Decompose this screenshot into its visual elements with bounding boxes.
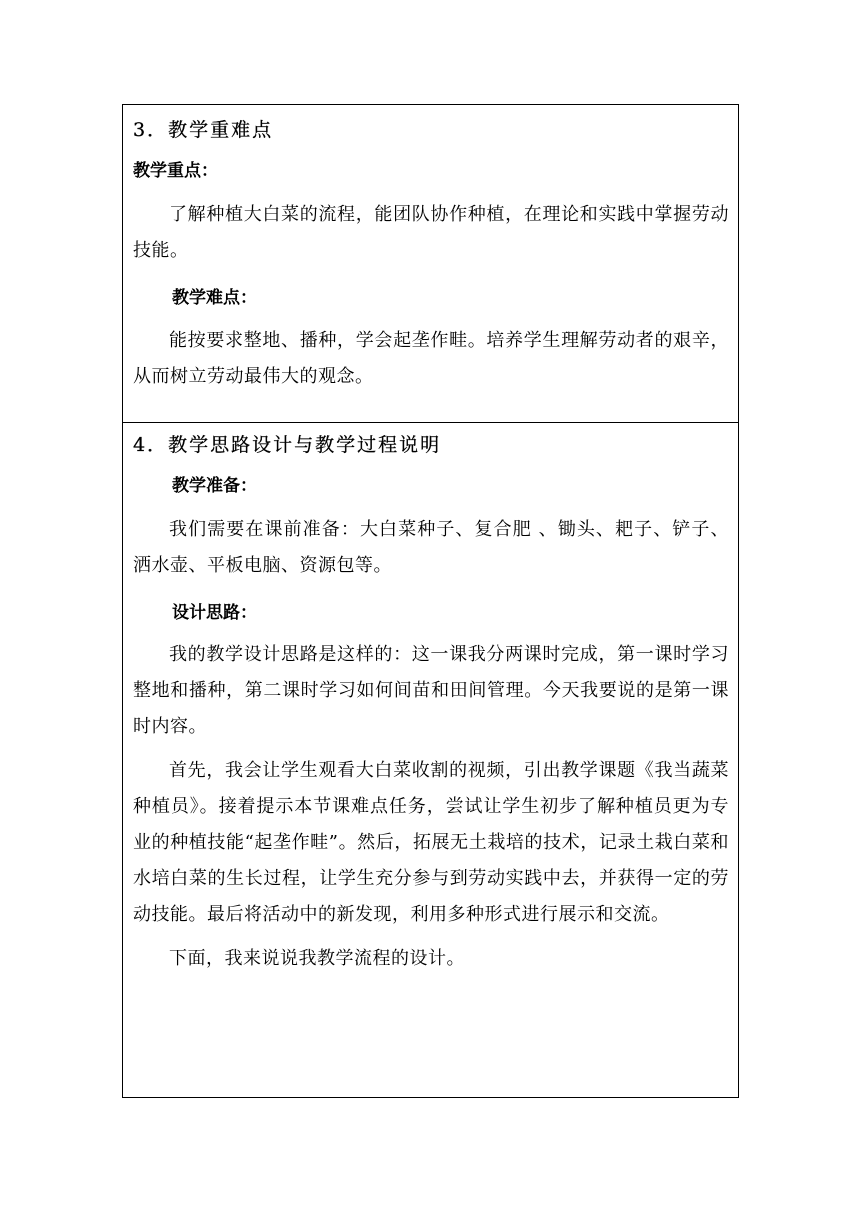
design-idea-label: 设计思路： xyxy=(172,603,257,623)
content-table xyxy=(122,104,739,1098)
design-idea-text-1: 我的教学设计思路是这样的：这一课我分两课时完成，第一课时学习整地和播种，第二课时学习如何间苗和田间管理。今天我要说的是第一课时内容。 xyxy=(133,644,729,737)
section-3-cell xyxy=(123,105,738,423)
preparation-label: 教学准备： xyxy=(172,476,257,496)
section-4-heading: 4．教学思路设计与教学过程说明 xyxy=(133,434,442,456)
section-3-heading: 3．教学重难点 xyxy=(133,119,274,141)
design-idea-text-2: 首先，我会让学生观看大白菜收割的视频，引出教学课题《我当蔬菜种植员》。接着提示本节课难点任务，尝试让学生初步了解种植员更为专业的种植技能“起垄作畦”。然后，拓展无土栽培的技术，记录土栽白菜和水培白菜的生长过程，让学生充分参与到劳动实践中去，并获得一定的劳动技能。最后将活动中的新发现，利用多种形式进行展示和交流。 xyxy=(133,760,729,925)
difficult-points-label: 教学难点： xyxy=(172,288,257,308)
design-idea-text-3: 下面，我来说说我教学流程的设计。 xyxy=(169,948,465,969)
key-points-label: 教学重点： xyxy=(133,161,218,181)
preparation-text: 我们需要在课前准备：大白菜种子、复合肥 、锄头、耙子、铲子、洒水壶、平板电脑、资源包等。 xyxy=(133,519,729,576)
section-4-cell xyxy=(123,423,738,1097)
difficult-points-text: 能按要求整地、播种，学会起垄作畦。培养学生理解劳动者的艰辛，从而树立劳动最伟大的观念。 xyxy=(133,330,729,387)
key-points-text: 了解种植大白菜的流程，能团队协作种植，在理论和实践中掌握劳动技能。 xyxy=(133,204,729,261)
